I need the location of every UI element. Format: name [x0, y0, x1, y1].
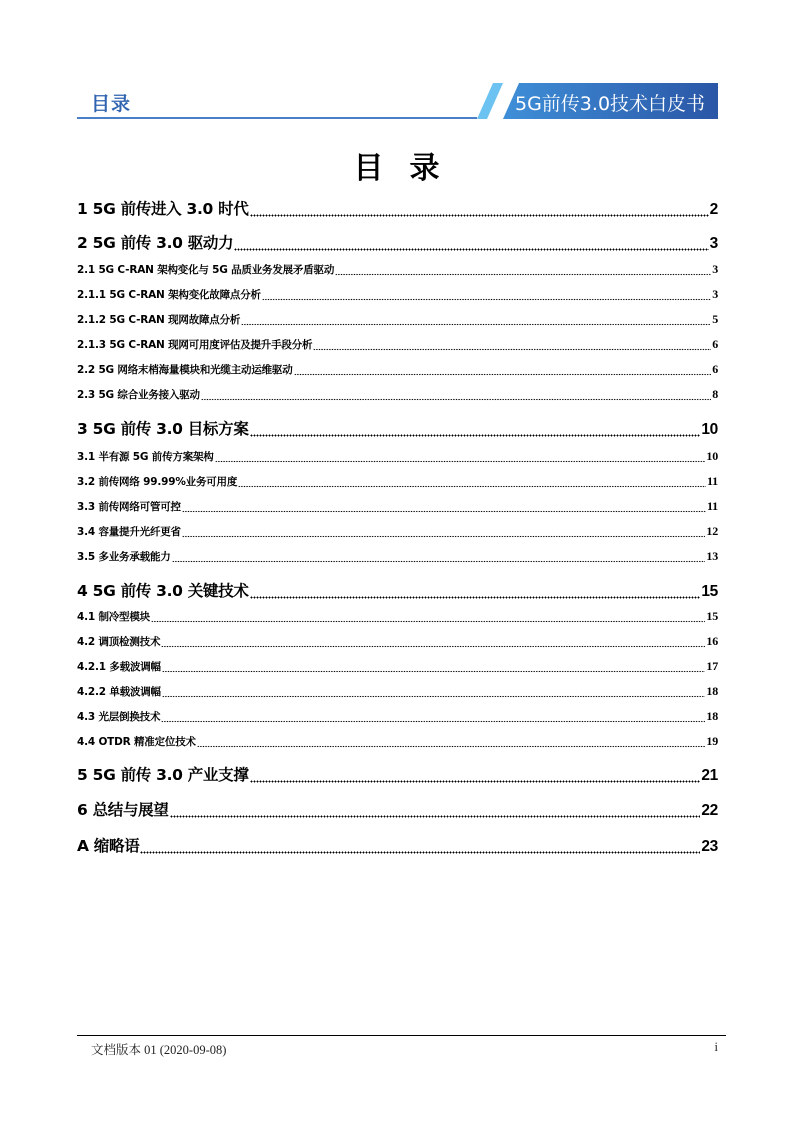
toc-entry-label: 2.1.3 5G C-RAN 现网可用度评估及提升手段分析 [77, 339, 313, 351]
toc-entry[interactable] [77, 709, 718, 724]
toc-entry-page: 10 [706, 449, 718, 463]
toc-entry-page: 10 [701, 421, 718, 438]
toc-entry-label: 3 5G 前传 3.0 目标方案 [77, 420, 249, 438]
toc-entry-page: 15 [701, 583, 718, 600]
document-version: 文档版本 01 (2020-09-08) [91, 1043, 227, 1057]
toc-entry-label: 4.3 光层倒换技术 [77, 711, 161, 723]
page-number: i [714, 1040, 718, 1054]
dot-leader [250, 595, 701, 601]
dot-leader [313, 347, 711, 352]
toc-entry-label: 3.4 容量提升光纤更省 [77, 526, 181, 538]
dot-leader [215, 459, 706, 464]
toc-entry-page: 6 [712, 337, 718, 351]
toc-entry-page: 3 [709, 235, 718, 252]
toc-entry-page: 15 [706, 609, 718, 623]
toc-entry-page: 21 [701, 767, 718, 784]
dot-leader [234, 247, 708, 253]
dot-leader [172, 559, 706, 564]
dot-leader [238, 484, 706, 489]
toc-entry[interactable] [77, 579, 718, 601]
toc-entry-label: 2.3 5G 综合业务接入驱动 [77, 389, 200, 401]
toc-heading: 目录 [353, 151, 466, 186]
toc-entry-page: 11 [707, 499, 718, 513]
toc-entry[interactable] [77, 262, 718, 277]
toc-entry[interactable] [77, 287, 718, 302]
toc-entry-label: 1 5G 前传进入 3.0 时代 [77, 200, 249, 218]
dot-leader [170, 814, 701, 820]
toc-entry-page: 19 [706, 734, 718, 748]
page-footer [77, 1035, 718, 1057]
dot-leader [250, 779, 701, 785]
dot-leader [182, 509, 706, 514]
toc-entry[interactable] [77, 684, 718, 699]
dot-leader [162, 694, 706, 699]
dot-leader [182, 534, 706, 539]
toc-entry[interactable] [77, 312, 718, 327]
dot-leader [161, 644, 705, 649]
toc-entry-label: 3.5 多业务承载能力 [77, 551, 171, 563]
toc-entry-page: 5 [712, 312, 718, 326]
toc-entry[interactable] [77, 549, 718, 564]
toc-entry-label: 2.1.1 5G C-RAN 架构变化故障点分析 [77, 289, 261, 301]
toc-entry[interactable] [77, 231, 718, 253]
toc-entry-page: 18 [706, 709, 718, 723]
toc-entry[interactable] [77, 387, 718, 402]
dot-leader [197, 744, 706, 749]
toc-entry[interactable] [77, 609, 718, 624]
toc-entry-label: 2.1.2 5G C-RAN 现网故障点分析 [77, 314, 241, 326]
toc-entry-label: 4.4 OTDR 精准定位技术 [77, 736, 196, 748]
dot-leader [262, 297, 711, 302]
toc-entry-page: 2 [709, 201, 718, 218]
toc-entry[interactable] [77, 798, 718, 820]
toc-entry-page: 17 [706, 659, 718, 673]
toc-entry-label: 3.2 前传网络 99.99%业务可用度 [77, 476, 238, 488]
toc-entry-label: 4.2.1 多载波调幅 [77, 661, 161, 673]
toc-entry-label: 2.2 5G 网络末梢海量模块和光缆主动运维驱动 [77, 364, 293, 376]
toc-entry-page: 11 [707, 474, 718, 488]
toc-entry[interactable] [77, 524, 718, 539]
footer-divider [77, 1035, 726, 1036]
dot-leader [201, 397, 711, 402]
dot-leader [241, 322, 711, 327]
page-header [77, 83, 718, 119]
toc-entry-label: 4.1 制冷型模块 [77, 611, 150, 623]
toc-entry[interactable] [77, 417, 718, 439]
dot-leader [335, 272, 711, 277]
toc-entry-page: 22 [701, 802, 718, 819]
toc-entry-label: 4.2 调顶检测技术 [77, 636, 161, 648]
dot-leader [161, 719, 705, 724]
toc-entry-page: 6 [712, 362, 718, 376]
toc-entry-label: 3.3 前传网络可管可控 [77, 501, 181, 513]
toc-entry[interactable] [77, 634, 718, 649]
toc-entry-page: 12 [706, 524, 718, 538]
toc-entry[interactable] [77, 449, 718, 464]
toc-entry[interactable] [77, 499, 718, 514]
toc-entry-label: A 缩略语 [77, 837, 140, 855]
toc-entry[interactable] [77, 337, 718, 352]
toc-entry-label: 2 5G 前传 3.0 驱动力 [77, 234, 234, 252]
toc-entry-page: 3 [712, 287, 718, 301]
document-title: 5G前传3.0技术白皮书 [515, 93, 706, 115]
toc-entry[interactable] [77, 763, 718, 785]
toc-entry-label: 2.1 5G C-RAN 架构变化与 5G 品质业务发展矛盾驱动 [77, 264, 335, 276]
dot-leader [250, 213, 709, 219]
header-title-banner [473, 83, 718, 119]
toc-entry-page: 3 [712, 262, 718, 276]
header-divider [77, 117, 477, 119]
toc-entry-page: 13 [706, 549, 718, 563]
dot-leader [162, 669, 706, 674]
toc-entry[interactable] [77, 362, 718, 377]
toc-entry-page: 8 [712, 387, 718, 401]
toc-entry-label: 4 5G 前传 3.0 关键技术 [77, 582, 249, 600]
toc-entry-page: 23 [701, 838, 718, 855]
toc-entry-label: 3.1 半有源 5G 前传方案架构 [77, 451, 214, 463]
toc-entry[interactable] [77, 659, 718, 674]
toc-entry-label: 6 总结与展望 [77, 801, 169, 819]
toc-entry-label: 5 5G 前传 3.0 产业支撑 [77, 766, 249, 784]
toc-entry[interactable] [77, 734, 718, 749]
toc-entry[interactable] [77, 834, 718, 856]
dot-leader [294, 372, 712, 377]
toc-entry-label: 4.2.2 单载波调幅 [77, 686, 161, 698]
toc-entry[interactable] [77, 197, 718, 219]
toc-entry-page: 16 [706, 634, 718, 648]
dot-leader [151, 619, 705, 624]
dot-leader [250, 433, 701, 439]
header-section-label: 目录 [91, 93, 132, 115]
toc-entry-page: 18 [706, 684, 718, 698]
toc-entry[interactable] [77, 474, 718, 489]
dot-leader [140, 850, 700, 856]
